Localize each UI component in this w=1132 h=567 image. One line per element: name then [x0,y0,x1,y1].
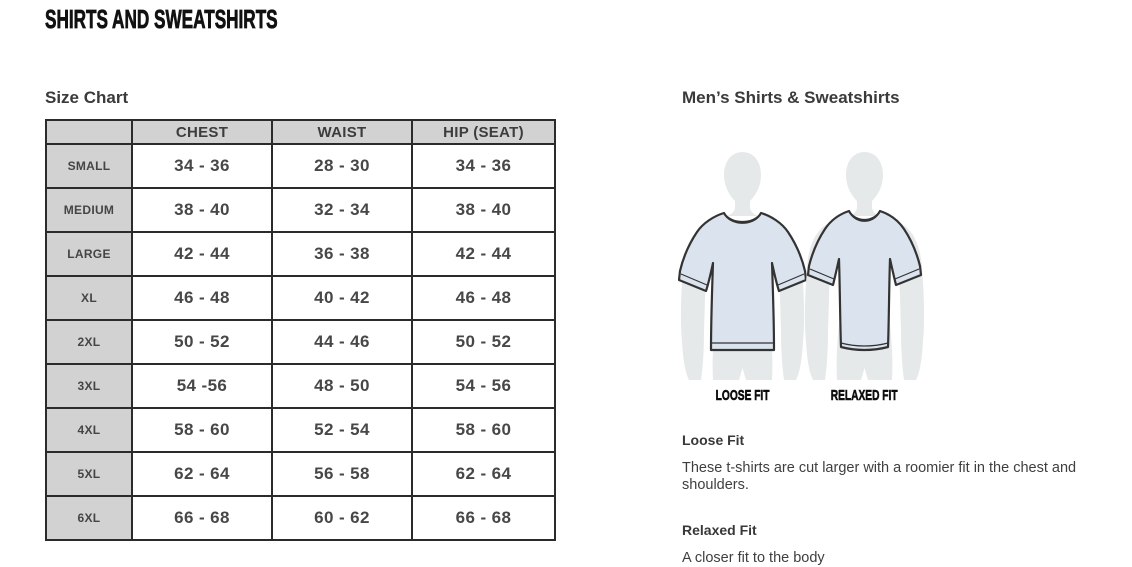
table-row-4xl [46,408,555,452]
table-row-6xl [46,496,555,540]
chest-value: 54 -56 [132,364,272,408]
hip-value: 54 - 56 [412,364,555,408]
loose-fit-label: LOOSE FIT [715,387,770,404]
hip-value: 62 - 64 [412,452,555,496]
row-label: 6XL [46,496,132,540]
table-row-2xl [46,320,555,364]
chest-value: 38 - 40 [132,188,272,232]
chest-value: 66 - 68 [132,496,272,540]
chest-value: 42 - 44 [132,232,272,276]
relaxed-fit-description: A closer fit to the body [682,550,825,566]
hip-value: 50 - 52 [412,320,555,364]
page-title [45,6,397,32]
column-waist: WAIST [272,120,412,144]
table-row-small [46,144,555,188]
fit-guide-heading: Men’s Shirts & Sweatshirts [682,88,900,107]
row-label: 5XL [46,452,132,496]
table-row-xl [46,276,555,320]
table-row-5xl [46,452,555,496]
loose-fit-illustration [675,144,810,384]
row-label: MEDIUM [46,188,132,232]
hip-value: 38 - 40 [412,188,555,232]
chest-value: 58 - 60 [132,408,272,452]
waist-value: 40 - 42 [272,276,412,320]
waist-value: 52 - 54 [272,408,412,452]
size-chart-table [45,119,556,541]
chest-value: 34 - 36 [132,144,272,188]
waist-value: 44 - 46 [272,320,412,364]
hip-value: 42 - 44 [412,232,555,276]
waist-value: 32 - 34 [272,188,412,232]
chest-value: 62 - 64 [132,452,272,496]
row-label: 3XL [46,364,132,408]
chest-value: 46 - 48 [132,276,272,320]
waist-value: 28 - 30 [272,144,412,188]
waist-value: 60 - 62 [272,496,412,540]
waist-value: 48 - 50 [272,364,412,408]
loose-fit-title: Loose Fit [682,432,745,448]
relaxed-fit-label: RELAXED FIT [831,387,898,404]
row-label: XL [46,276,132,320]
row-label: LARGE [46,232,132,276]
hip-value: 46 - 48 [412,276,555,320]
fit-descriptions [682,432,1132,567]
hip-value: 34 - 36 [412,144,555,188]
size-chart-section [45,88,554,541]
hip-value: 66 - 68 [412,496,555,540]
waist-value: 36 - 38 [272,232,412,276]
table-row-large [46,232,555,276]
waist-value: 56 - 58 [272,452,412,496]
row-label: 2XL [46,320,132,364]
loose-fit-description: These t-shirts are cut larger with a roomier fit in the chest and shoulders. [682,460,1077,493]
row-label: 4XL [46,408,132,452]
chest-value: 50 - 52 [132,320,272,364]
header-row [46,120,555,144]
row-label: SMALL [46,144,132,188]
column-hip: HIP (SEAT) [412,120,555,144]
loose-fit-figure [675,144,810,403]
relaxed-fit-title: Relaxed Fit [682,522,757,538]
column-chest: CHEST [132,120,272,144]
corner-cell [46,120,132,144]
hip-value: 58 - 60 [412,408,555,452]
fit-figures [675,144,1132,408]
table-row-medium [46,188,555,232]
fit-guide-section [682,88,1132,567]
table-row-3xl [46,364,555,408]
page-title-text: SHIRTS AND SWEATSHIRTS [45,4,278,34]
relaxed-fit-figure [797,144,932,403]
relaxed-fit-illustration [797,144,932,384]
size-chart-heading: Size Chart [45,88,129,107]
